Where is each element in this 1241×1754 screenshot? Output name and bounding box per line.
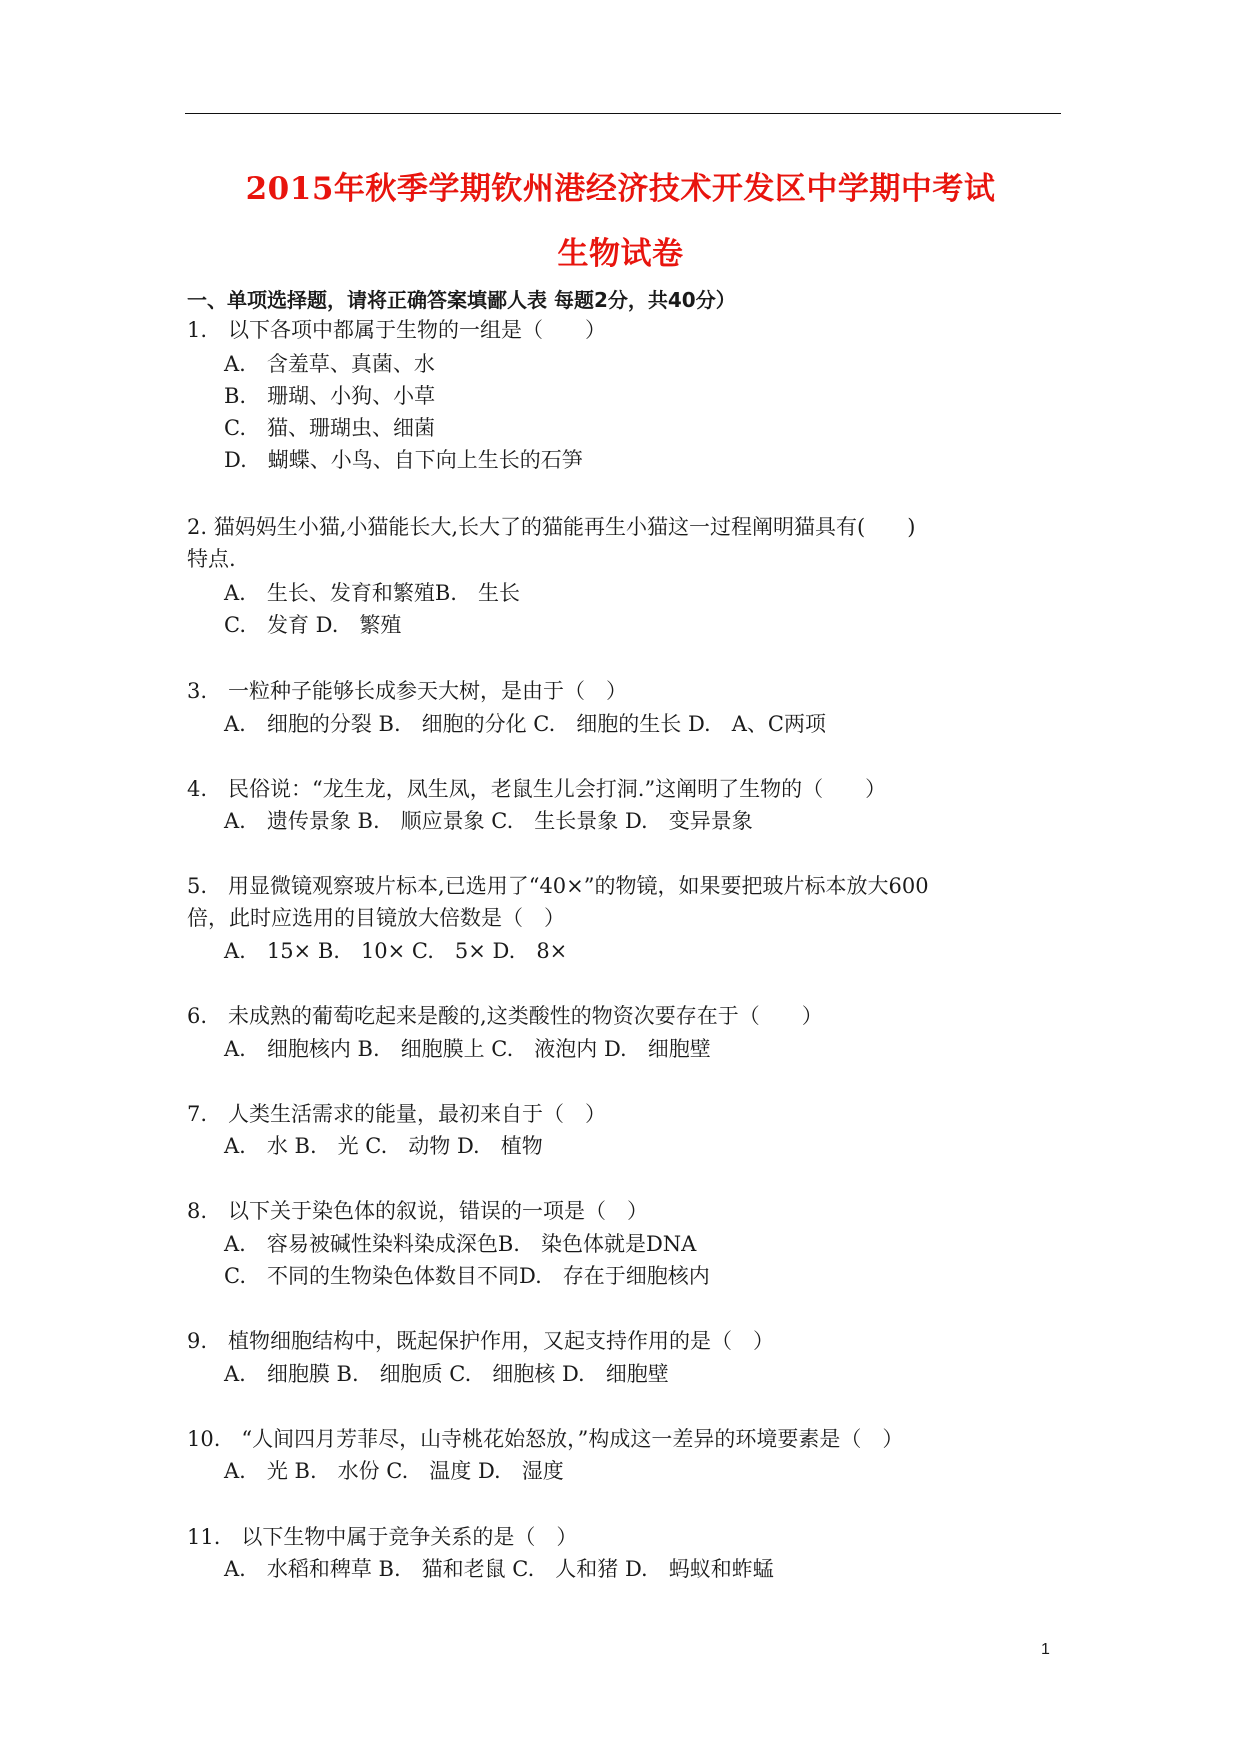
question-9-options: A. 细胞膜 B. 细胞质 C. 细胞核 D. 细胞壁 [224, 1362, 669, 1386]
question-1-option-a: A. 含羞草、真菌、水 [224, 352, 435, 376]
section-heading: 一、单项选择题，请将正确答案填鄙人表 每题2分，共40分） [187, 288, 736, 312]
question-8-stem: 8. 以下关于染色体的叙说，错误的一项是（ ） [187, 1199, 649, 1223]
question-8-option-ab: A. 容易被碱性染料染成深色B. 染色体就是DNA [224, 1232, 697, 1256]
question-11-stem: 11. 以下生物中属于竞争关系的是（ ） [187, 1525, 578, 1549]
question-8-option-cd: C. 不同的生物染色体数目不同D. 存在于细胞核内 [224, 1264, 710, 1288]
question-4-stem: 4. 民俗说：“龙生龙，凤生凤，老鼠生儿会打洞.”这阐明了生物的（ ） [187, 777, 887, 801]
question-4-options: A. 遗传景象 B. 顺应景象 C. 生长景象 D. 变异景象 [224, 809, 753, 833]
question-5-stem-cont: 倍，此时应选用的目镜放大倍数是（ ） [187, 906, 565, 930]
question-2-stem-cont: 特点. [187, 547, 236, 571]
question-10-stem: 10. “人间四月芳菲尽，山寺桃花始怒放，”构成这一差异的环境要素是（ ） [187, 1427, 904, 1451]
question-1-option-c: C. 猫、珊瑚虫、细菌 [224, 416, 435, 440]
exam-title: 2015年秋季学期钦州港经济技术开发区中学期中考试 [245, 171, 996, 207]
question-9-stem: 9. 植物细胞结构中，既起保护作用，又起支持作用的是（ ） [187, 1329, 775, 1353]
question-7-stem: 7. 人类生活需求的能量，最初来自于（ ） [187, 1102, 607, 1126]
page-number: 1 [1041, 1641, 1050, 1658]
exam-subtitle: 生物试卷 [557, 236, 684, 272]
question-2-option-cd: C. 发育 D. 繁殖 [224, 613, 402, 637]
question-6-options: A. 细胞核内 B. 细胞膜上 C. 液泡内 D. 细胞壁 [224, 1037, 711, 1061]
question-5-stem: 5. 用显微镜观察玻片标本,已选用了“40×”的物镜，如果要把玻片标本放大600 [187, 874, 929, 898]
question-7-options: A. 水 B. 光 C. 动物 D. 植物 [224, 1134, 543, 1158]
question-1-option-d: D. 蝴蝶、小鸟、自下向上生长的石笋 [224, 448, 583, 472]
question-3-stem: 3. 一粒种子能够长成参天大树，是由于（ ） [187, 679, 628, 703]
header-rule [185, 113, 1061, 114]
question-3-options: A. 细胞的分裂 B. 细胞的分化 C. 细胞的生长 D. A、C两项 [224, 712, 826, 736]
question-1-option-b: B. 珊瑚、小狗、小草 [224, 384, 436, 408]
question-6-stem: 6. 未成熟的葡萄吃起来是酸的,这类酸性的物资次要存在于（ ） [187, 1004, 823, 1028]
question-10-options: A. 光 B. 水份 C. 温度 D. 湿度 [224, 1459, 564, 1483]
question-11-options: A. 水稻和稗草 B. 猫和老鼠 C. 人和猪 D. 蚂蚁和蚱蜢 [224, 1557, 774, 1581]
question-1-stem: 1. 以下各项中都属于生物的一组是（ ） [187, 318, 607, 342]
question-2-option-ab: A. 生长、发育和繁殖B. 生长 [224, 581, 520, 605]
question-2-stem: 2. 猫妈妈生小猫,小猫能长大,长大了的猫能再生小猫这一过程阐明猫具有( ) [187, 515, 916, 539]
question-5-options: A. 15× B. 10× C. 5× D. 8× [224, 939, 568, 963]
